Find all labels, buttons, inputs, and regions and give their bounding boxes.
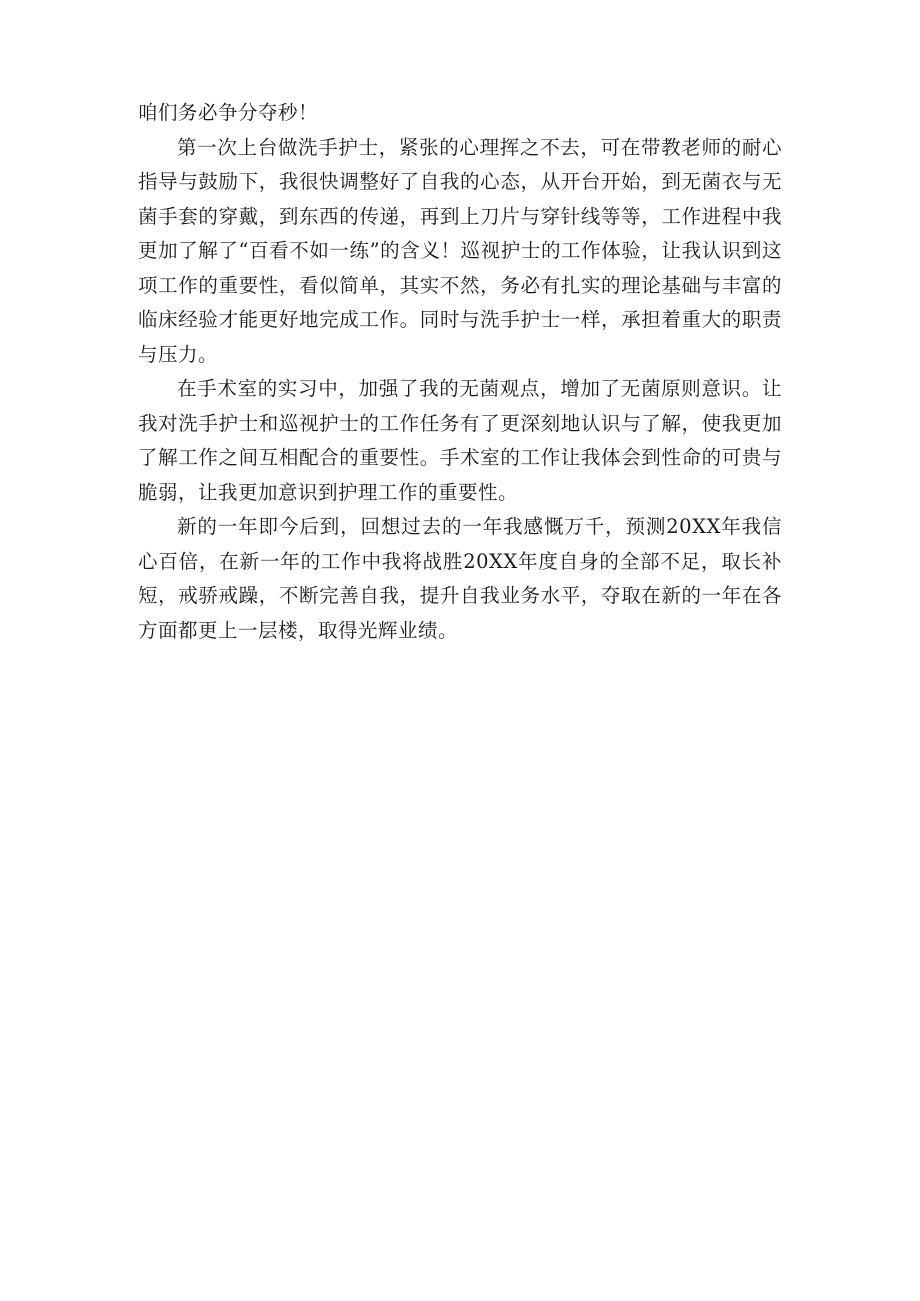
paragraph-2: 第一次上台做洗手护士，紧张的心理挥之不去，可在带教老师的耐心指导与鼓励下，我很快调整好了自我的心态，从开台开始，到无菌衣与无菌手套的穿戴，到东西的传递，再到上刀片与穿针线等等，工作进程中我更加了解了“百看不如一练”的含义！巡视护士的工作体验，让我认识到这项工作的重要性，看似简单，其实不然，务必有扎实的理论基础与丰富的临床经验才能更好地完成工作。同时与洗手护士一样，承担着重大的职责与压力。 — [138, 135, 782, 366]
paragraph-3: 在手术室的实习中，加强了我的无菌观点，增加了无菌原则意识。让我对洗手护士和巡视护士的工作任务有了更深刻地认识与了解，使我更加了解工作之间互相配合的重要性。手术室的工作让我体会到性命的可贵与脆弱，让我更加意识到护理工作的重要性。 — [138, 377, 782, 504]
paragraph-1: 咱们务必争分夺秒！ — [138, 101, 319, 124]
paragraph-4: 新的一年即今后到，回想过去的一年我感慨万千，预测20XX年我信心百倍，在新一年的工作中我将战胜20XX年度自身的全部不足，取长补短，戒骄戒躁，不断完善自我，提升自我业务水平，夺取在新的一年在各方面都更上一层楼，取得光辉业绩。 — [138, 515, 782, 642]
document-body — [138, 96, 782, 648]
